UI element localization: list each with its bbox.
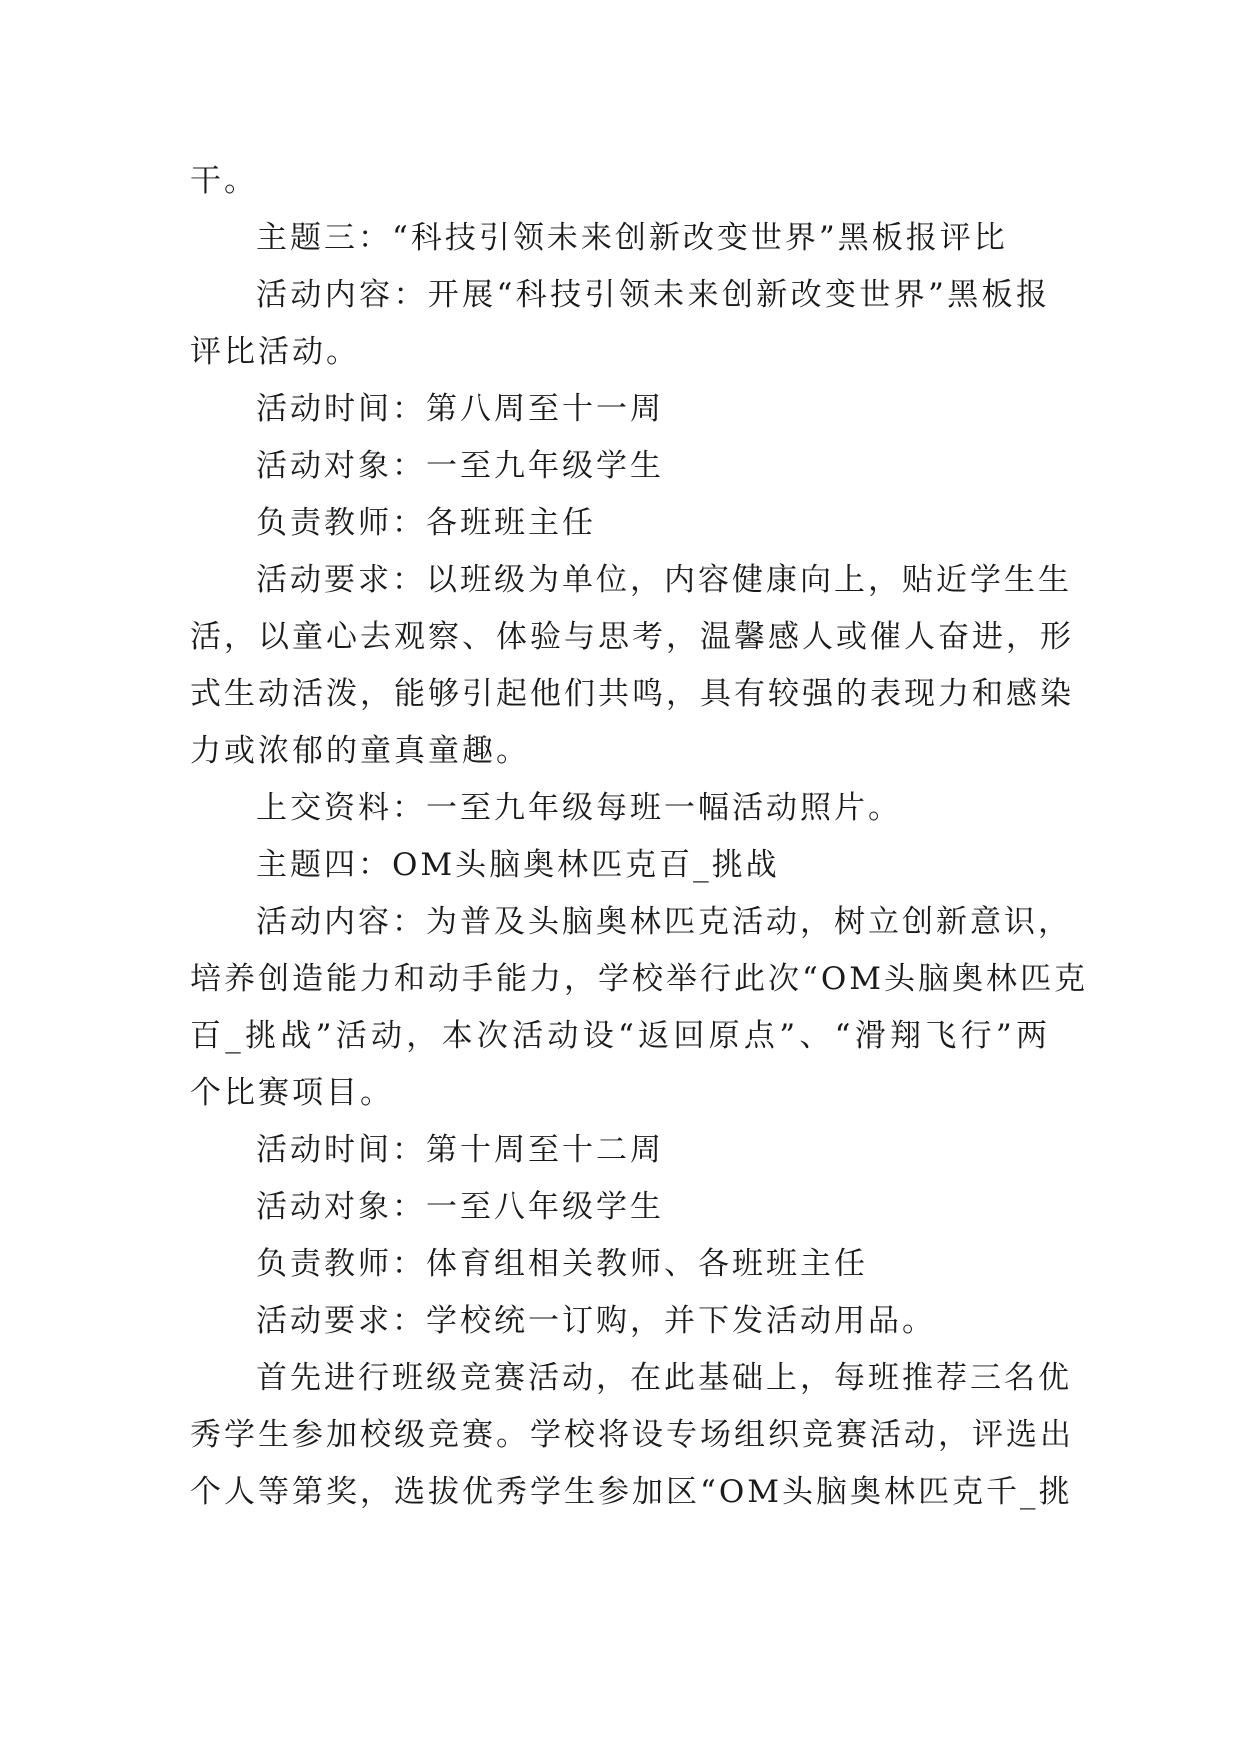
text-line: 活动对象：一至八年级学生 (256, 1189, 664, 1225)
text-line: 活动内容：开展“科技引领未来创新改变世界”黑板报 (256, 277, 1050, 313)
text-line: 活动要求：学校统一订购，并下发活动用品。 (256, 1303, 936, 1339)
text-line: 评比活动。 (190, 334, 360, 370)
text-line: 秀学生参加校级竞赛。学校将设专场组织竞赛活动，评选出 (190, 1417, 1074, 1453)
text-line: 百_挑战”活动，本次活动设“返回原点”、“滑翔飞行”两 (190, 1018, 1050, 1054)
text-line: 式生动活泼，能够引起他们共鸣，具有较强的表现力和感染 (190, 676, 1074, 712)
text-line: 个比赛项目。 (190, 1075, 394, 1111)
heading-theme-three: 主题三：“科技引领未来创新改变世界”黑板报评比 (256, 220, 1008, 256)
text-line: 活动内容：为普及头脑奥林匹克活动，树立创新意识， (256, 904, 1072, 940)
document-body (190, 153, 1089, 1521)
text-line: 上交资料：一至九年级每班一幅活动照片。 (256, 790, 902, 826)
text-line: 活动时间：第八周至十一周 (256, 391, 664, 427)
text-line: 个人等第奖，选拔优秀学生参加区“OM头脑奥林匹克千_挑 (190, 1474, 1073, 1510)
text-line: 活动对象：一至九年级学生 (256, 448, 664, 484)
text-line: 培养创造能力和动手能力，学校举行此次“OM头脑奥林匹克 (190, 961, 1089, 997)
text-line: 活动时间：第十周至十二周 (256, 1132, 664, 1168)
text-line: 活，以童心去观察、体验与思考，温馨感人或催人奋进，形 (190, 619, 1074, 655)
text-line: 干。 (190, 163, 258, 199)
text-line: 首先进行班级竞赛活动，在此基础上，每班推荐三名优 (256, 1360, 1072, 1396)
text-line: 活动要求：以班级为单位，内容健康向上，贴近学生生 (256, 562, 1072, 598)
text-line: 力或浓郁的童真童趣。 (190, 733, 530, 769)
text-line: 负责教师：各班班主任 (256, 505, 596, 541)
heading-theme-four: 主题四：OM头脑奥林匹克百_挑战 (256, 847, 780, 883)
text-line: 负责教师：体育组相关教师、各班班主任 (256, 1246, 868, 1282)
